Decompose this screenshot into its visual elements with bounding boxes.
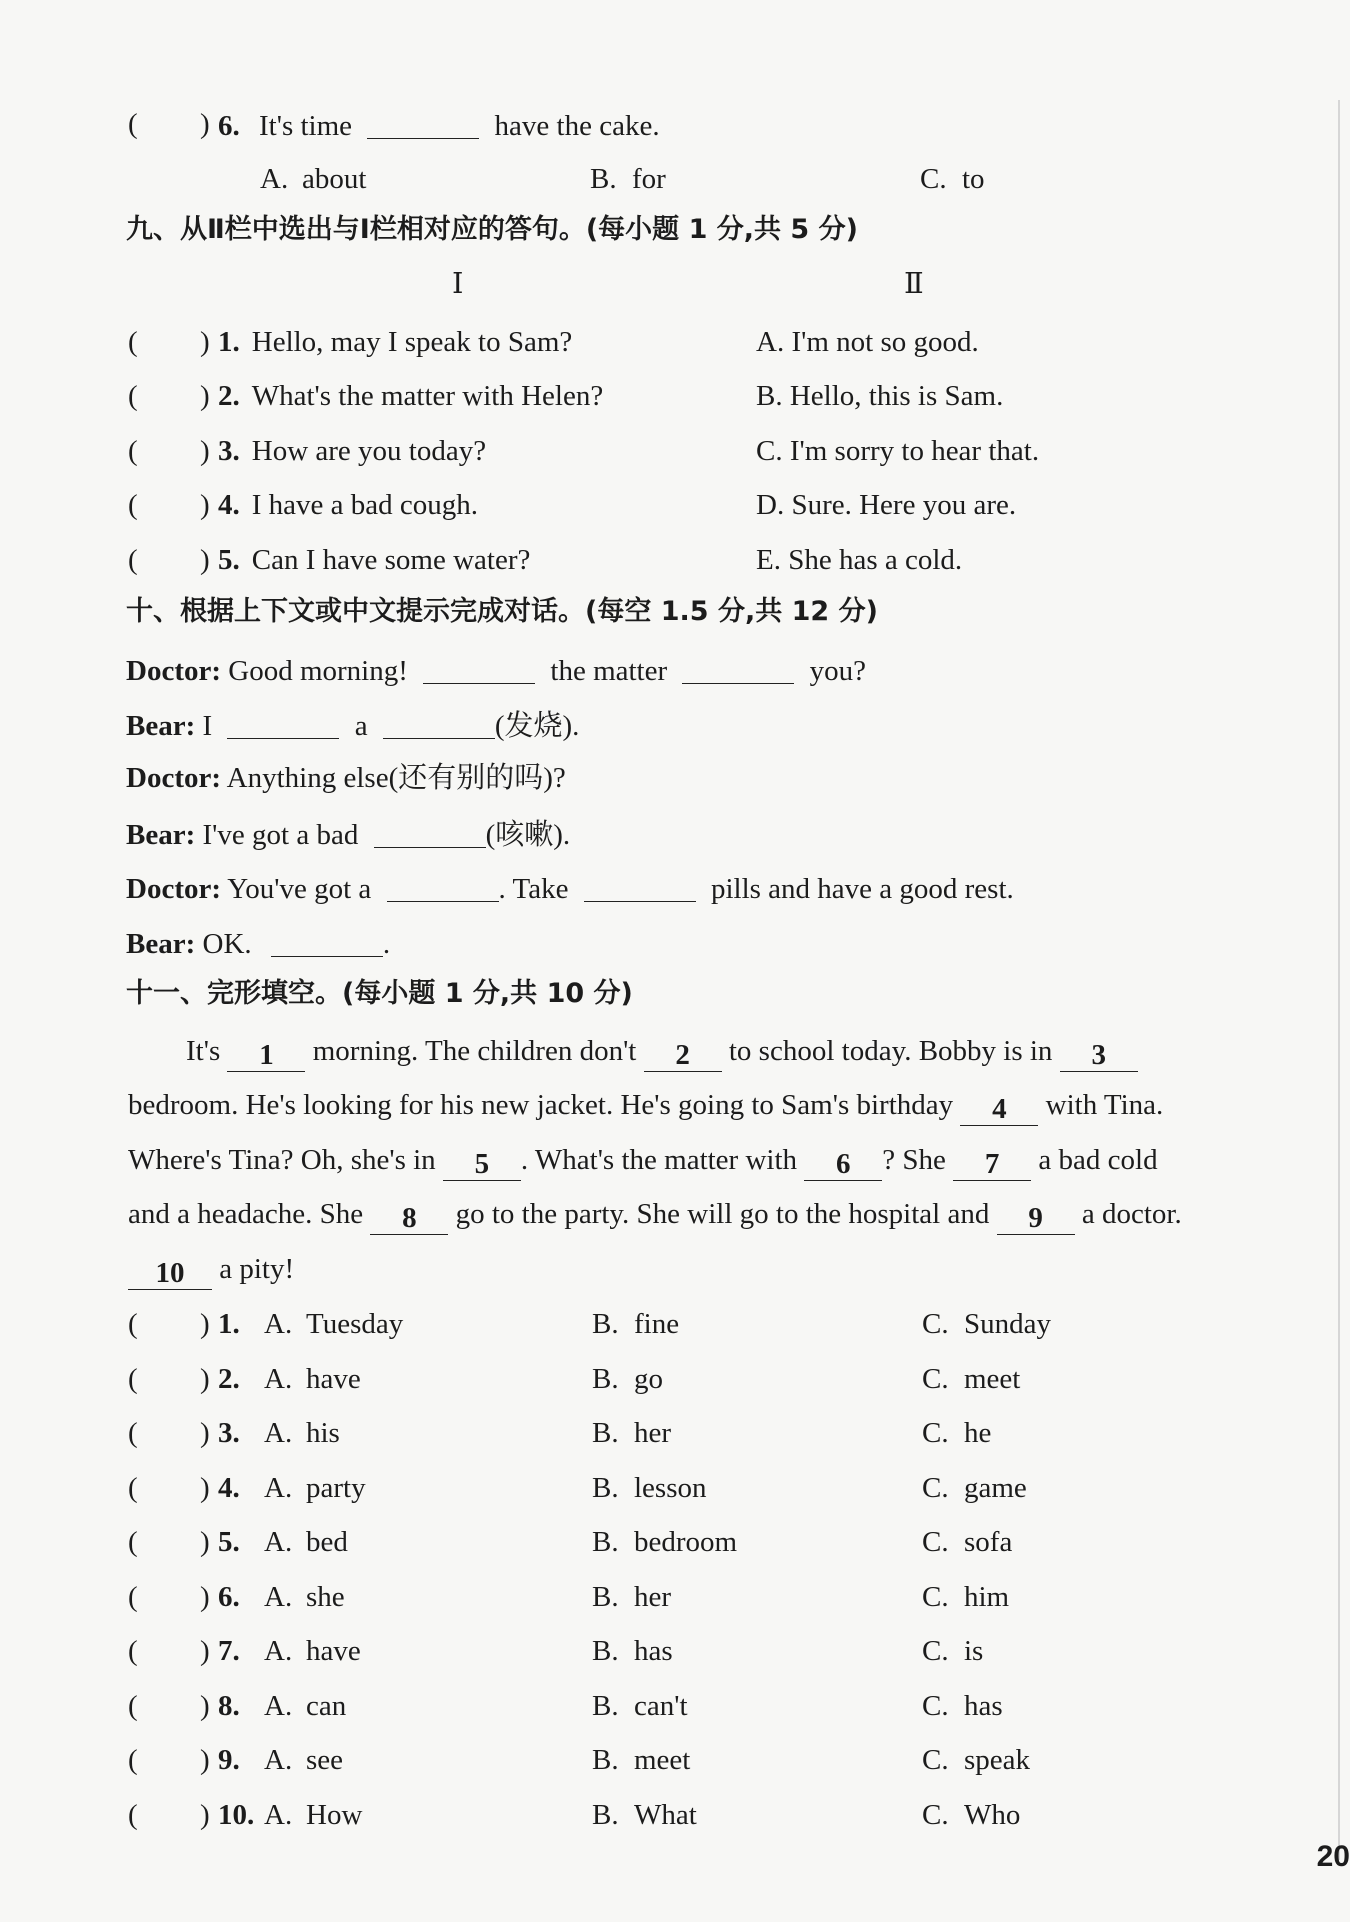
cloze-blank[interactable]: 7 bbox=[953, 1150, 1031, 1181]
cloze-item-number: 3. bbox=[218, 1417, 240, 1449]
option-c: C. meet bbox=[922, 1363, 1021, 1395]
answer-paren-close: ) bbox=[200, 1690, 210, 1722]
answer-paren-close: ) bbox=[200, 1526, 210, 1558]
section-10-heading: 十、根据上下文或中文提示完成对话。(每空 1.5 分,共 12 分) bbox=[126, 596, 878, 627]
cloze-blank[interactable]: 5 bbox=[443, 1150, 521, 1181]
cloze-item-number: 9. bbox=[218, 1744, 240, 1776]
cloze-item-number: 4. bbox=[218, 1472, 240, 1504]
column-2-label: Ⅱ bbox=[904, 268, 924, 300]
option-c: C. Who bbox=[922, 1799, 1021, 1831]
option-b: B. What bbox=[592, 1799, 697, 1831]
answer-blank[interactable] bbox=[423, 655, 535, 684]
option-b: B. can't bbox=[592, 1690, 688, 1722]
option-c: C. game bbox=[922, 1472, 1027, 1504]
answer-paren-open: ( bbox=[128, 1635, 138, 1667]
cloze-blank[interactable]: 8 bbox=[370, 1204, 448, 1235]
option-c: C. Sunday bbox=[922, 1308, 1051, 1340]
option-a: A. bed bbox=[264, 1526, 348, 1558]
dialog-line-5: Doctor: You've got a . Take pills and have a good rest. bbox=[126, 873, 1014, 905]
option-a: A. see bbox=[264, 1744, 344, 1776]
answer-paren-close: ) bbox=[200, 1308, 210, 1340]
dialog-line-4: Bear: I've got a bad (咳嗽). bbox=[126, 819, 571, 851]
answer-blank[interactable] bbox=[383, 710, 495, 739]
cloze-item-number: 6. bbox=[218, 1581, 240, 1613]
option-b: B. bedroom bbox=[592, 1526, 738, 1558]
answer-blank[interactable] bbox=[271, 928, 383, 957]
page-edge-line bbox=[1338, 100, 1340, 1860]
answer-paren-close: ) bbox=[200, 1472, 210, 1504]
page-number: 20 bbox=[1316, 1840, 1350, 1873]
answer-paren-open: ( bbox=[128, 108, 138, 140]
cloze-blank[interactable]: 9 bbox=[997, 1204, 1075, 1235]
option-c: C. is bbox=[922, 1635, 984, 1667]
answer-paren-open: ( bbox=[128, 1526, 138, 1558]
answer-blank[interactable] bbox=[374, 819, 486, 848]
cloze-blank[interactable]: 6 bbox=[804, 1150, 882, 1181]
cloze-blank[interactable]: 2 bbox=[644, 1041, 722, 1072]
option-c: C. sofa bbox=[922, 1526, 1013, 1558]
answer-paren-open: ( bbox=[128, 1363, 138, 1395]
dialog-line-2: Bear: I a (发烧). bbox=[126, 710, 580, 742]
cloze-line-1: It's 1 morning. The children don't 2 to school today. Bobby is in 3 bbox=[186, 1037, 1138, 1072]
question-text: It's time bbox=[259, 110, 353, 142]
cloze-item-number: 7. bbox=[218, 1635, 240, 1667]
dialog-line-3: Doctor: Anything else(还有别的吗)? bbox=[126, 762, 566, 794]
answer-paren-close: ) bbox=[200, 1799, 210, 1831]
cloze-item-number: 10. bbox=[218, 1799, 255, 1831]
option-b: B. lesson bbox=[592, 1472, 707, 1504]
option-a: A. Tuesday bbox=[264, 1308, 404, 1340]
section-9-heading: 九、从Ⅱ栏中选出与Ⅰ栏相对应的答句。(每小题 1 分,共 5 分) bbox=[126, 214, 858, 245]
cloze-item-number: 5. bbox=[218, 1526, 240, 1558]
answer-paren-close: ) bbox=[200, 1744, 210, 1776]
cloze-line-2: bedroom. He's looking for his new jacket. He's going to Sam's birthday 4 with Tina. bbox=[128, 1089, 1164, 1125]
answer-paren-close: ) bbox=[200, 1635, 210, 1667]
answer-blank[interactable] bbox=[682, 655, 794, 684]
option-b: B. fine bbox=[592, 1308, 680, 1340]
dialog-line-1: Doctor: Good morning! the matter you? bbox=[126, 655, 867, 687]
option-a: A. party bbox=[264, 1472, 366, 1504]
option-b: B. meet bbox=[592, 1744, 691, 1776]
option-b: B. her bbox=[592, 1581, 672, 1613]
answer-paren-open: ( bbox=[128, 1581, 138, 1613]
answer-blank[interactable] bbox=[387, 873, 499, 902]
cloze-line-4: and a headache. She 8 go to the party. She will go to the hospital and 9 a doctor. bbox=[128, 1198, 1182, 1234]
option-b: B. go bbox=[592, 1363, 663, 1395]
answer-blank[interactable] bbox=[584, 873, 696, 902]
option-c: C. to bbox=[920, 163, 985, 195]
option-a: A. can bbox=[264, 1690, 347, 1722]
answer-paren-open: ( bbox=[128, 1417, 138, 1449]
answer-paren-close: ) bbox=[200, 1417, 210, 1449]
option-a: A. have bbox=[264, 1635, 361, 1667]
answer-blank[interactable] bbox=[227, 710, 339, 739]
cloze-blank[interactable]: 10 bbox=[128, 1259, 212, 1290]
option-c: C. him bbox=[922, 1581, 1010, 1613]
cloze-blank[interactable]: 4 bbox=[960, 1095, 1038, 1126]
option-c: C. has bbox=[922, 1690, 1003, 1722]
cloze-item-number: 2. bbox=[218, 1363, 240, 1395]
option-a: A. she bbox=[264, 1581, 345, 1613]
answer-paren-open: ( bbox=[128, 1472, 138, 1504]
option-b: B. has bbox=[592, 1635, 673, 1667]
option-b: B. for bbox=[590, 163, 666, 195]
answer-blank[interactable] bbox=[367, 110, 479, 139]
cloze-item-number: 1. bbox=[218, 1308, 240, 1340]
option-c: C. speak bbox=[922, 1744, 1031, 1776]
cloze-blank[interactable]: 1 bbox=[227, 1041, 305, 1072]
cloze-line-5: 10 a pity! bbox=[128, 1255, 294, 1290]
dialog-line-6: Bear: OK. . bbox=[126, 928, 391, 960]
answer-paren-close: ) bbox=[200, 108, 210, 140]
answer-paren-open: ( bbox=[128, 1308, 138, 1340]
option-a: A. How bbox=[264, 1799, 363, 1831]
option-a: A. about bbox=[260, 163, 367, 195]
column-1-label: Ⅰ bbox=[452, 268, 464, 300]
question-number: 6. bbox=[218, 110, 240, 142]
cloze-blank[interactable]: 3 bbox=[1060, 1041, 1138, 1072]
option-a: A. his bbox=[264, 1417, 340, 1449]
option-c: C. he bbox=[922, 1417, 992, 1449]
option-a: A. have bbox=[264, 1363, 361, 1395]
option-b: B. her bbox=[592, 1417, 672, 1449]
cloze-line-3: Where's Tina? Oh, she's in 5 . What's the matter with 6 ? She 7 a bad cold bbox=[128, 1144, 1158, 1180]
answer-paren-open: ( bbox=[128, 1690, 138, 1722]
section-11-heading: 十一、完形填空。(每小题 1 分,共 10 分) bbox=[126, 978, 633, 1009]
answer-paren-close: ) bbox=[200, 1363, 210, 1395]
answer-paren-close: ) bbox=[200, 1581, 210, 1613]
answer-paren-open: ( bbox=[128, 1744, 138, 1776]
question-text: have the cake. bbox=[494, 110, 660, 142]
cloze-item-number: 8. bbox=[218, 1690, 240, 1722]
answer-paren-open: ( bbox=[128, 1799, 138, 1831]
